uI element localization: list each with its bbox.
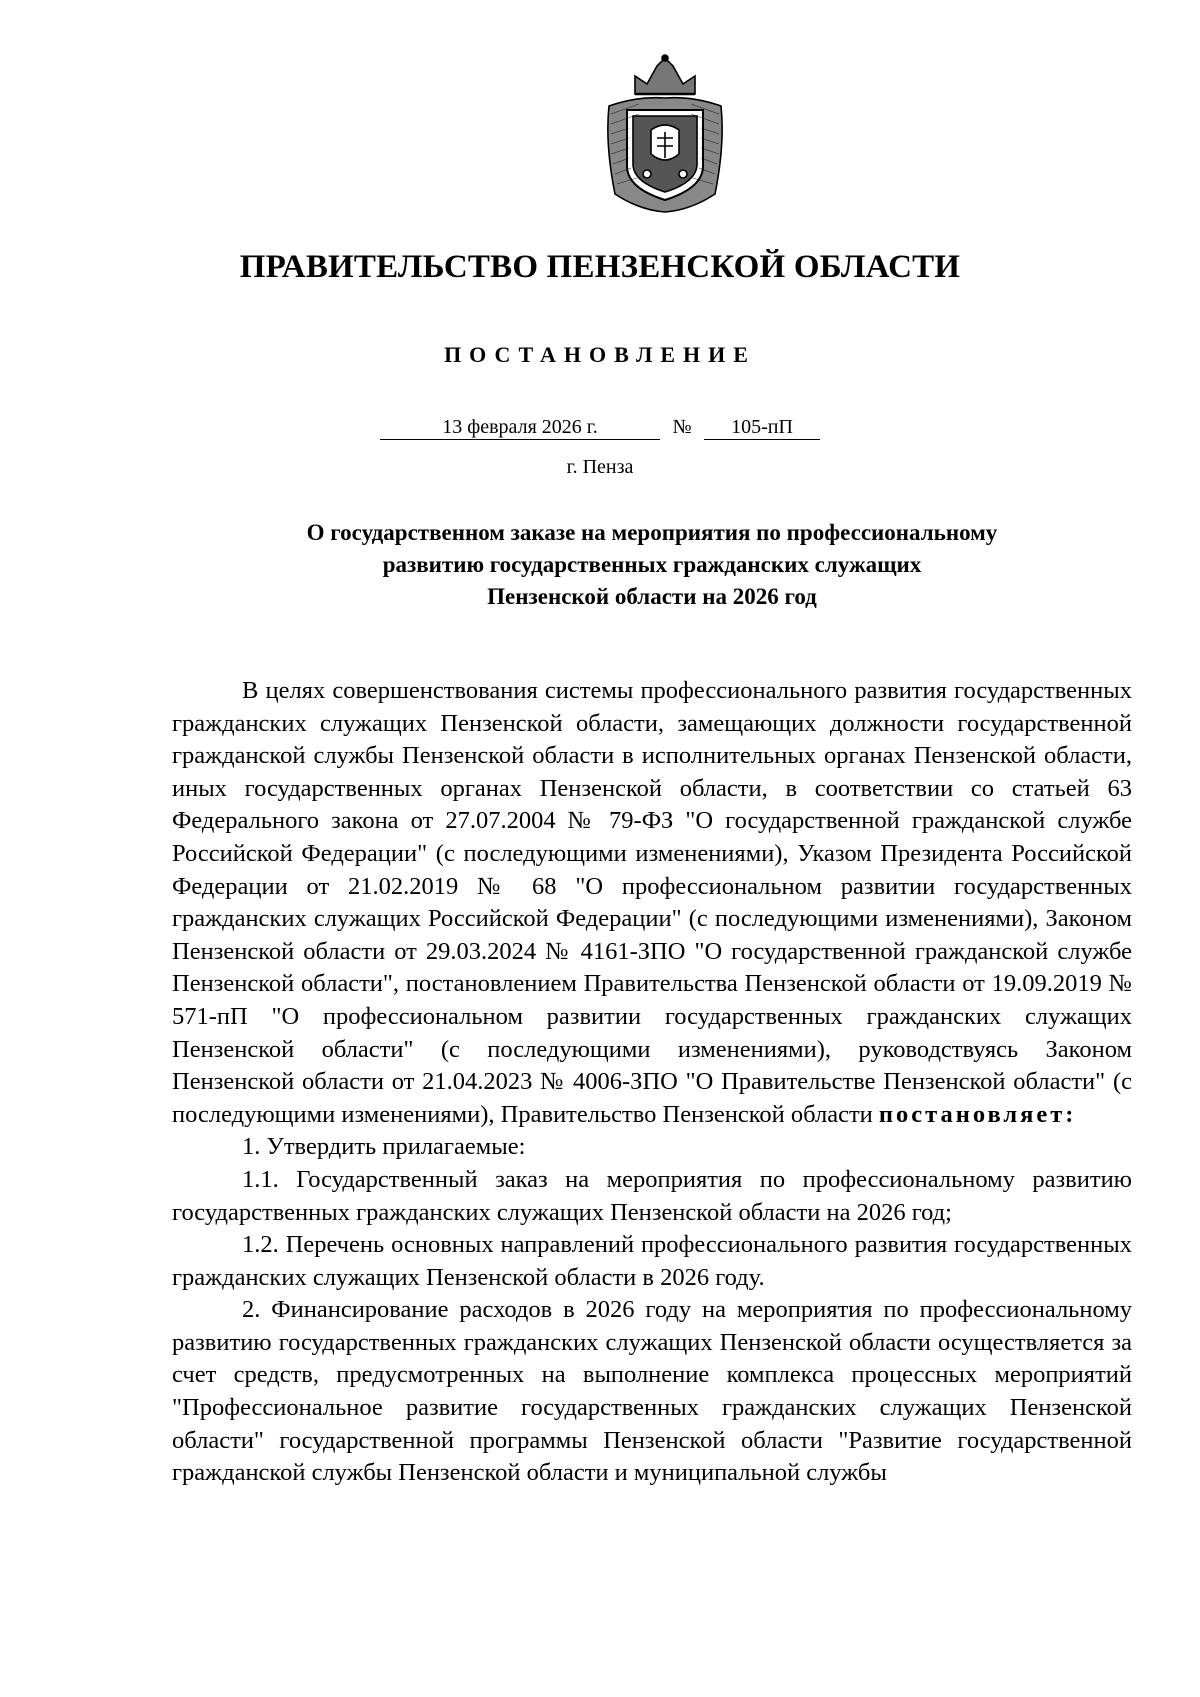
subject-line-3: Пензенской области на 2026 год xyxy=(487,584,817,609)
date-number-line xyxy=(0,414,1200,440)
item-1-2: 1.2. Перечень основных направлений профессионального развития государственных гражданских служащих Пензенской области в 2026 году. xyxy=(172,1231,1132,1291)
pensa-region-coat-of-arms-icon xyxy=(599,54,731,214)
number-sign: № xyxy=(672,416,692,438)
document-body xyxy=(172,675,1132,1490)
government-title: ПРАВИТЕЛЬСТВО ПЕНЗЕНСКОЙ ОБЛАСТИ xyxy=(239,249,961,285)
document-number: 105-пП xyxy=(704,415,820,440)
item-1: 1. Утвердить прилагаемые: xyxy=(242,1133,526,1161)
preamble-paragraph xyxy=(172,675,1132,1131)
item-2: 2. Финансирование расходов в 2026 году на мероприятия по профессиональному развитию государственных гражданских служащих Пензенской области осуществляется за счет средств, предусмотренных на выполнение комплекса процессных мероприятий "Профессиональное развитие государственных гражданских служащих Пензенской области" государственной программы Пензенской области "Развитие государственной гражданской службы Пензенской области и муниципальной службы xyxy=(172,1296,1132,1487)
document-date: 13 февраля 2026 г. xyxy=(380,415,660,440)
subject-line-2: развитию государственных гражданских служащих xyxy=(382,552,922,577)
item-1-1: 1.1. Государственный заказ на мероприятия по профессиональному развитию государственных гражданских служащих Пензенской области на 2026 год; xyxy=(172,1165,1132,1226)
document-type: ПОСТАНОВЛЕНИЕ xyxy=(444,342,756,367)
decree-word: постановляет: xyxy=(878,1100,1077,1128)
document-subject xyxy=(172,517,1132,613)
preamble-text: В целях совершенствования системы профессионального развития государственных гражданских служащих Пензенской области, замещающих должности государственной гражданской службы Пензенской области в исполнительных органах Пензенской области, иных государственных органах Пензенской области, в соответствии со статьей 63 Федерального закона от 27.07.2004 № 79-ФЗ "О государственной гражданской службе Российской Федерации" (с последующими изменениями), Указом Президента Российской Федерации от 21.02.2019 № 68 "О профессиональном развитии государственных гражданских служащих Российской Федерации" (с последующими изменениями), Законом Пензенской области от 29.03.2024 № 4161-ЗПО "О государственной гражданской службе Пензенской области", постановлением Правительства Пензенской области от 19.09.2019 № 571-пП "О профессиональном развитии государственных гражданских служащих Пензенской области" (с последующими изменениями), руководствуясь Законом Пензенской области от 21.04.2023 № 4006-ЗПО "О Правительстве Пензенской области" (с последующими изменениями), Правительство Пензенской области xyxy=(172,677,1132,1128)
document-city: г. Пенза xyxy=(566,456,634,478)
subject-line-1: О государственном заказе на мероприятия по профессиональному xyxy=(306,520,998,545)
